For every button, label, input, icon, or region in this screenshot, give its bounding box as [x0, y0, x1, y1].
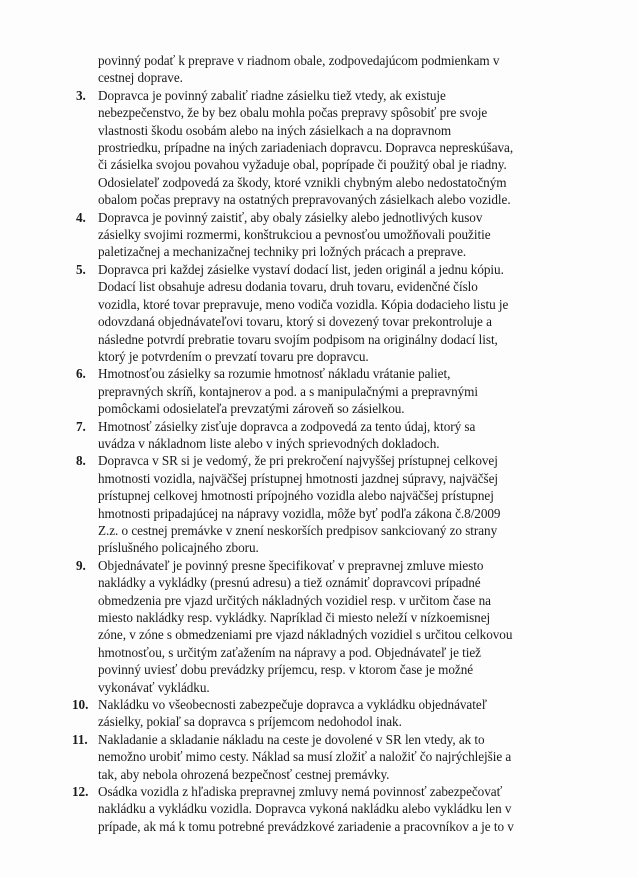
text-line: odovzdaná objednávateľovi tovaru, ktorý si dovezený tovar prekontroluje a — [98, 314, 492, 330]
clause-text — [98, 452, 576, 556]
clause-text — [98, 209, 576, 261]
text-line: obalom počas prepravy na ostatných prepravovaných zásielkach alebo vozidle. — [98, 192, 511, 208]
text-line: hmotnosti vozidla, najväčšej prístupnej hmotnosti jazdnej súpravy, najväčšej — [98, 470, 499, 486]
text-line: vlastnosti škodu osobám alebo na iných zásielkach a na dopravnom — [98, 122, 452, 138]
text-line: hmotnosťou, s určitým zaťažením na nápravy a pod. Objednávateľ je tiež — [98, 644, 481, 660]
text-line: Dodací list obsahuje adresu dodania tovaru, druh tovaru, evidenčné číslo — [98, 279, 478, 295]
clause-item — [72, 783, 576, 835]
text-line: miesto nakládky resp. vykládky. Napríklad či miesto neleží v nízkoemisnej — [98, 610, 491, 625]
clause-text — [98, 731, 576, 783]
text-line: obmedzenia pre vjazd určitých nákladných vozidiel resp. v určitom čase na — [98, 592, 491, 608]
clause-number: 11. — [72, 731, 88, 747]
text-line: Objednávateľ je povinný presne špecifikovať v prepravnej zmluve miesto — [98, 557, 484, 573]
clause-text — [98, 52, 576, 87]
text-line: či zásielka svojou povahou vyžaduje obal, poprípade či použitý obal je riadny. — [98, 157, 507, 173]
text-line: zóne, v zóne s obmedzeniami pre vjazd nákladných vozidiel s určitou celkovou — [98, 627, 513, 643]
text-line: paletizačnej a mechanizačnej techniky pri ložných prácach a preprave. — [98, 244, 467, 260]
text-line: Dopravca je povinný zabaliť riadne zásielku tiež vtedy, ak existuje — [98, 87, 446, 103]
clause-item — [72, 696, 576, 731]
text-line: prepravných skríň, kontajnerov a pod. a s manipulačnými a prepravnými — [98, 383, 478, 399]
text-line: Nakladanie a skladanie nákladu na ceste je dovolené v SR len vtedy, ak to — [98, 731, 485, 747]
clause-item — [76, 557, 576, 696]
text-line: prostriedku, prípadne na iných zariadeniach dopravcu. Dopravca nepreskúšava, — [98, 140, 514, 156]
text-line: vykonávať vykládku. — [98, 679, 210, 695]
text-line: nebezpečenstvo, že by bez obalu mohla počas prepravy spôsobiť pre svoje — [98, 105, 488, 121]
text-line: následne potvrdí prebratie tovaru svojím podpisom na originálny dodací list, — [98, 331, 498, 347]
clause-number: 5. — [76, 261, 86, 277]
clause-number: 8. — [76, 453, 86, 469]
text-line: tak, aby nebola ohrozená bezpečnosť cestnej premávky. — [98, 766, 390, 782]
clause-text — [98, 365, 576, 417]
text-line: zásielky, pokiaľ sa dopravca s príjemcom nedohodol inak. — [98, 714, 402, 730]
text-line: pomôckami odosielateľa prevzatými zároveň so zásielkou. — [98, 401, 405, 417]
text-line: Nakládku vo všeobecnosti zabezpečuje dopravca a vykládku objednávateľ — [98, 697, 487, 713]
text-line: ktorý je potvrdením o prevzatí tovaru pre dopravcu. — [98, 348, 369, 364]
text-line: prístupnej celkovej hmotnosti prípojného vozidla alebo najväčšej prístupnej — [98, 488, 494, 504]
clause-number: 6. — [76, 366, 86, 382]
clause-item — [76, 209, 576, 261]
text-line: nakládku a vykládku vozidla. Dopravca vykoná nakládku alebo vykládku len v — [98, 801, 512, 817]
text-line: uvádza v nákladnom liste alebo v iných sprievodných dokladoch. — [98, 435, 440, 451]
text-line: Osádka vozidla z hľadiska prepravnej zmluvy nemá povinnosť zabezpečovať — [98, 784, 503, 800]
text-line: vozidla, ktoré tovar prepravuje, meno vodiča vozidla. Kópia dodacieho listu je — [98, 296, 509, 312]
text-line: zásielky svojimi rozmermi, konštrukciou a pevnosťou umožňovali použitie — [98, 227, 491, 243]
clause-text — [98, 557, 576, 696]
clause-text — [98, 418, 576, 453]
text-line: Dopravca v SR si je vedomý, že pri prekročení najvyššej prístupnej celkovej — [98, 453, 498, 469]
clause-number: 9. — [76, 557, 86, 573]
text-line: nakládky a vykládky (presnú adresu) a tiež oznámiť dopravcovi prípadné — [98, 575, 481, 591]
text-line: Z.z. o cestnej premávke v znení neskorších predpisov sankciovaný zo strany — [98, 522, 498, 538]
clause-text — [98, 261, 576, 365]
text-line: prípade, ak má k tomu potrebné prevádzkové zariadenie a pracovníkov a je to v — [98, 818, 514, 834]
text-line: hmotnosti pripadajúcej na nápravy vozidla, môže byť podľa zákona č.8/2009 — [98, 505, 501, 521]
clause-number: 12. — [72, 784, 89, 800]
clause-item — [76, 452, 576, 556]
clause-number: 7. — [76, 418, 86, 434]
clause-number: 4. — [76, 209, 86, 225]
clause-item — [76, 87, 576, 209]
text-line: Dopravca je povinný zaistiť, aby obaly zásielky alebo jednotlivých kusov — [98, 209, 483, 225]
text-line: príslušného policajného zboru. — [98, 540, 259, 556]
clause-text — [98, 783, 576, 835]
clause-item — [76, 365, 576, 417]
clause-continuation — [76, 52, 576, 87]
clause-item — [72, 731, 576, 783]
document-body — [72, 52, 576, 835]
clause-text — [98, 87, 576, 209]
clause-item — [76, 418, 576, 453]
clause-text — [98, 696, 576, 731]
text-line: Dopravca pri každej zásielke vystaví dodací list, jeden originál a jednu kópiu. — [98, 261, 504, 277]
text-line: nemožno urobiť mimo cesty. Náklad sa musí zložiť a naložiť čo najrýchlejšie a — [98, 749, 512, 765]
text-line: povinný podať k preprave v riadnom obale, zodpovedajúcom podmienkam v — [98, 53, 500, 68]
text-line: Odosielateľ zodpovedá za škody, ktoré vznikli chybným alebo nedostatočným — [98, 174, 507, 190]
text-line: povinný uviesť dobu prevádzky príjemcu, resp. v ktorom čase je možné — [98, 662, 474, 678]
clause-item — [76, 261, 576, 365]
text-line: Hmotnosťou zásielky sa rozumie hmotnosť nákladu vrátanie paliet, — [98, 366, 451, 382]
clause-number: 10. — [72, 697, 89, 713]
text-line: cestnej doprave. — [98, 70, 183, 86]
text-line: Hmotnosť zásielky zisťuje dopravca a zodpovedá za tento údaj, ktorý sa — [98, 418, 476, 434]
clause-number: 3. — [76, 87, 86, 103]
